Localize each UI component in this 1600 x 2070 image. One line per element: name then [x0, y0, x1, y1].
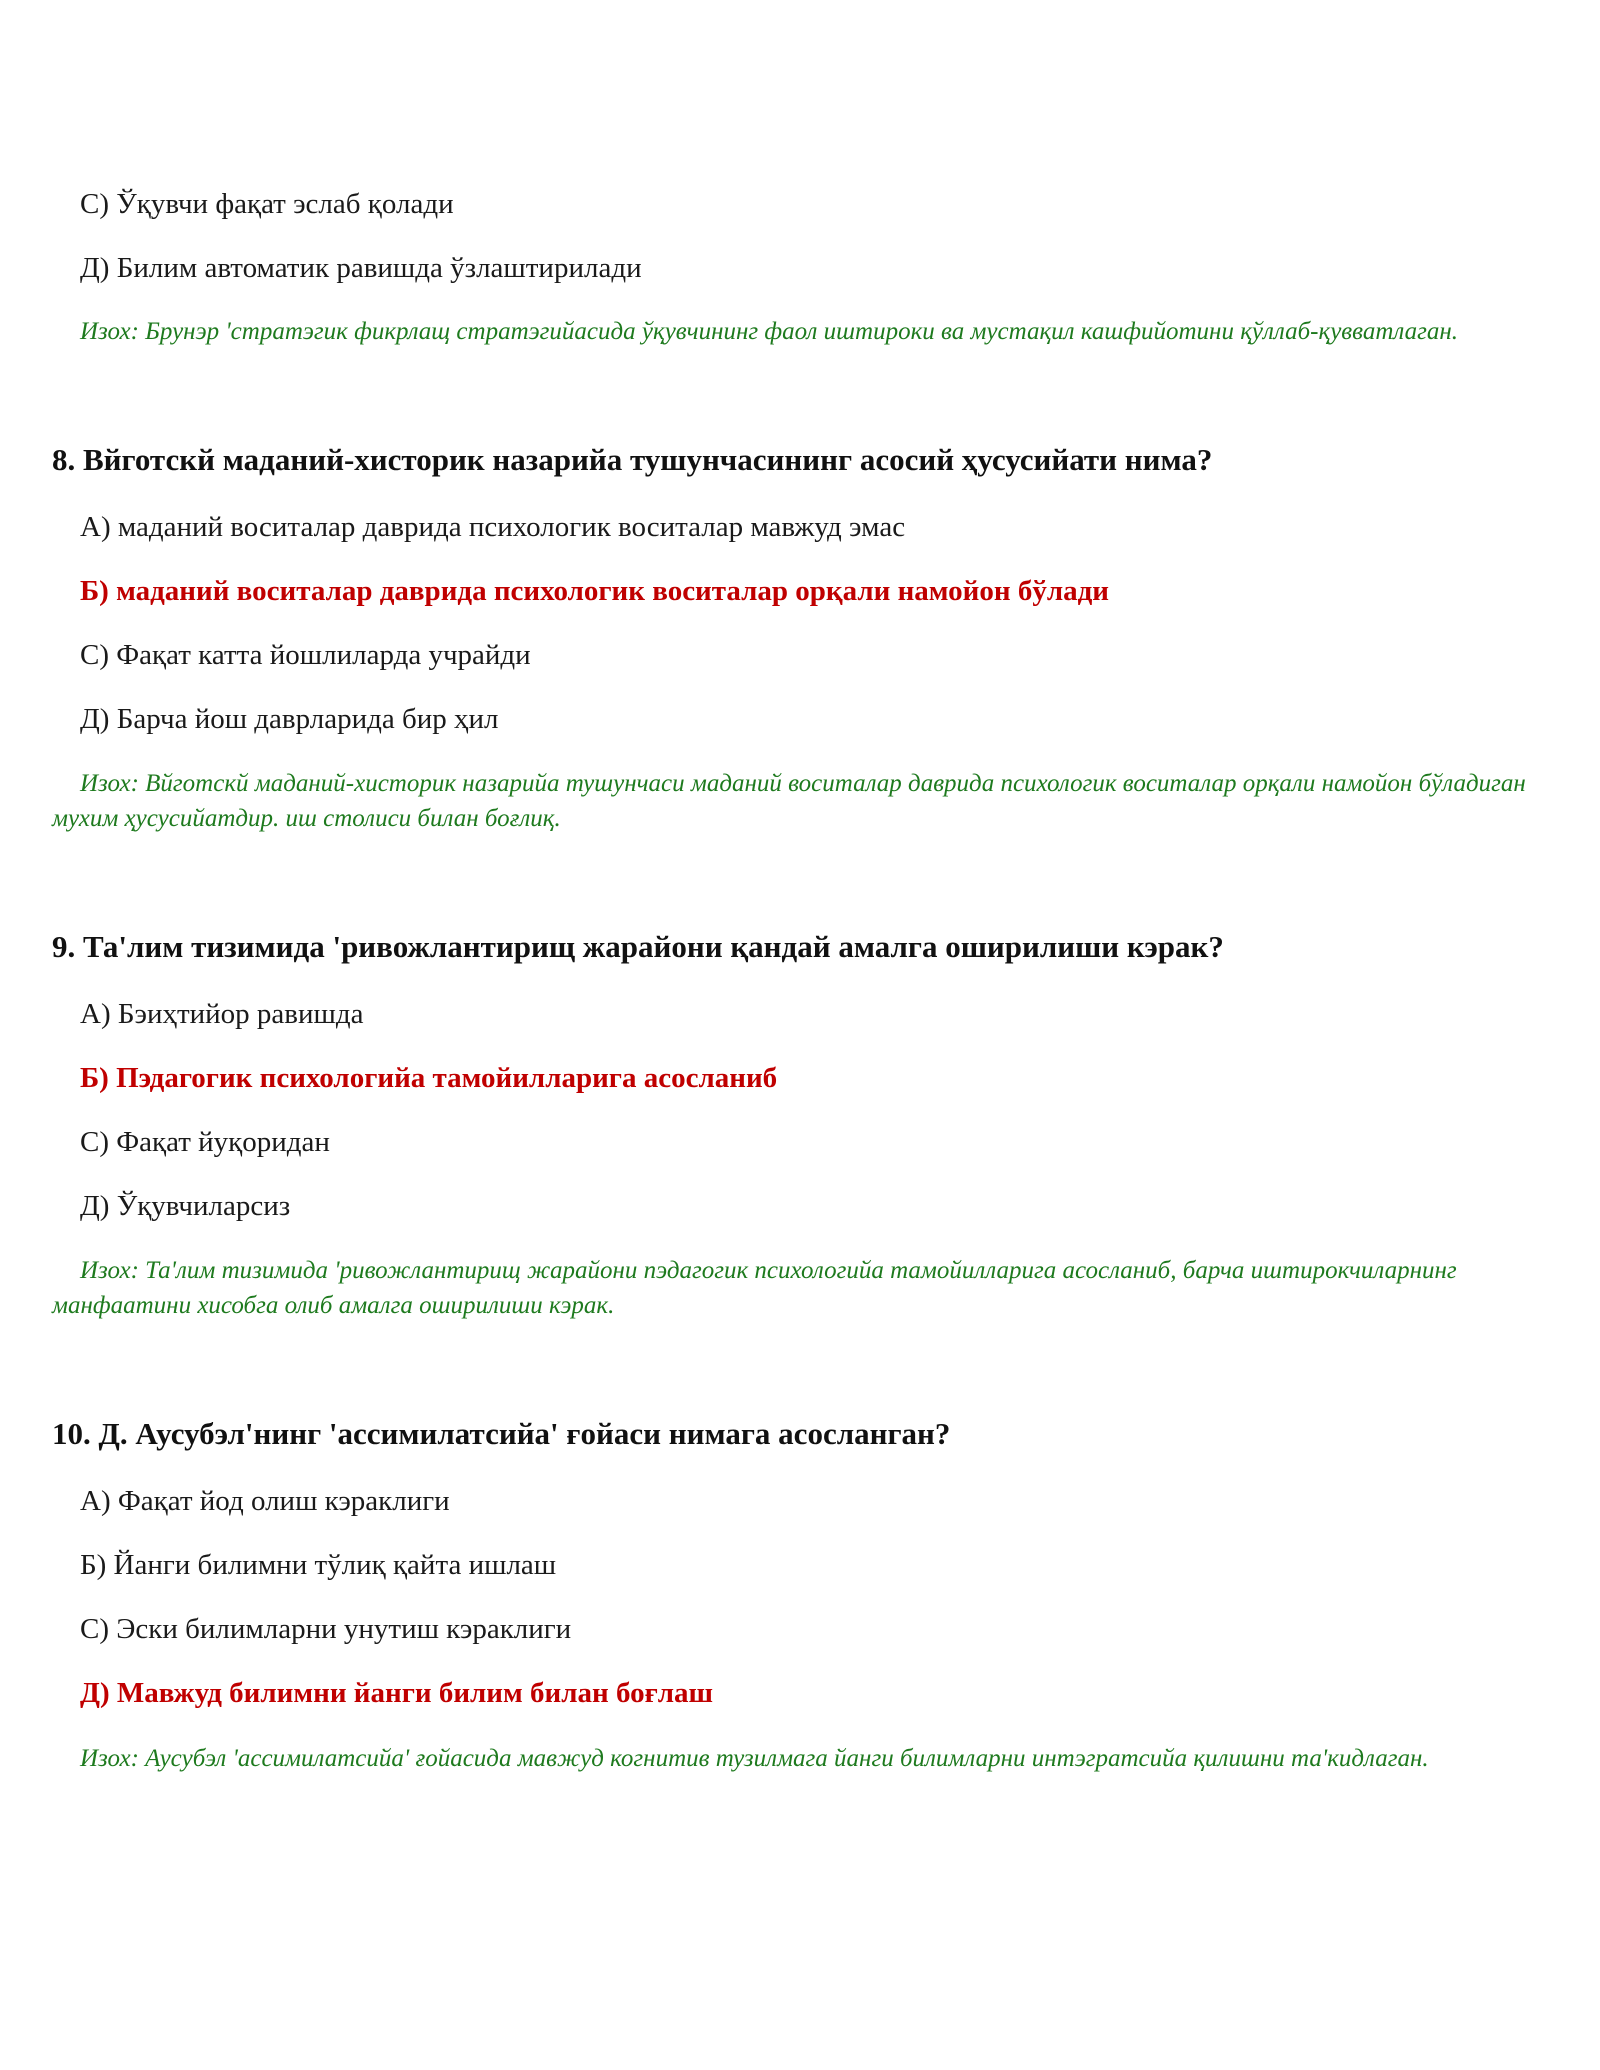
option-c: С) Фақат йуқоридан: [80, 1126, 330, 1158]
question-title: 10. Д. Аусубэл'нинг 'ассимилатсийа' ғойаси нимага асосланган?: [52, 1416, 951, 1451]
option-d: Д) Ўқувчиларсиз: [80, 1190, 291, 1222]
option-b-correct: Б) маданий воситалар даврида психологик воситалар орқали намойон бўлади: [80, 575, 1109, 607]
option-d: Д) Барча йош даврларида бир ҳил: [80, 703, 499, 735]
option-a: А) Фақат йод олиш кэраклиги: [80, 1485, 450, 1517]
explanation-note: Изох: Аусубэл 'ассимилатсийа' ғойасида мавжуд когнитив тузилмага йанги билимларни интэгратсийа қилишни та'кидлаган.: [80, 1745, 1429, 1772]
question-title: 8. Вйготскй маданий-хисторик назарийа тушунчасининг асосий ҳусусийати нима?: [52, 442, 1213, 477]
option-c: С) Ўқувчи фақат эслаб қолади: [80, 188, 454, 220]
option-a: А) Бэиҳтийор равишда: [80, 998, 364, 1030]
option-d-correct: Д) Мавжуд билимни йанги билим билан боғлаш: [80, 1677, 714, 1709]
explanation-note: Изох: Вйготскй маданий-хисторик назарийа тушунчаси маданий воситалар даврида психологик воситалар орқали намойон бўладиган мухим ҳусусийатдир. иш столиси билан боғлиқ.: [52, 770, 1526, 832]
explanation-note: Изох: Та'лим тизимида 'ривожлантирищ жарайони пэдагогик психологийа тамойилларига асосланиб, барча иштирокчиларнинг манфаатини хисобга олиб амалга оширилиши кэрак.: [52, 1257, 1457, 1319]
explanation-note: Изох: Брунэр 'стратэгик фикрлащ стратэгийасида ўқувчининг фаол иштироки ва мустақил кашфийотини қўллаб-қувватлаган.: [80, 318, 1458, 345]
question-title: 9. Та'лим тизимида 'ривожлантирищ жарайони қандай амалга оширилиши кэрак?: [52, 929, 1224, 964]
option-d: Д) Билим автоматик равишда ўзлаштирилади: [80, 252, 642, 284]
option-c: С) Эски билимларни унутиш кэраклиги: [80, 1613, 572, 1645]
option-b-correct: Б) Пэдагогик психологийа тамойилларига асосланиб: [80, 1062, 778, 1094]
option-c: С) Фақат катта йошлиларда учрайди: [80, 639, 531, 671]
option-b: Б) Йанги билимни тўлиқ қайта ишлаш: [80, 1549, 557, 1581]
option-a: А) маданий воситалар даврида психологик воситалар мавжуд эмас: [80, 511, 906, 543]
